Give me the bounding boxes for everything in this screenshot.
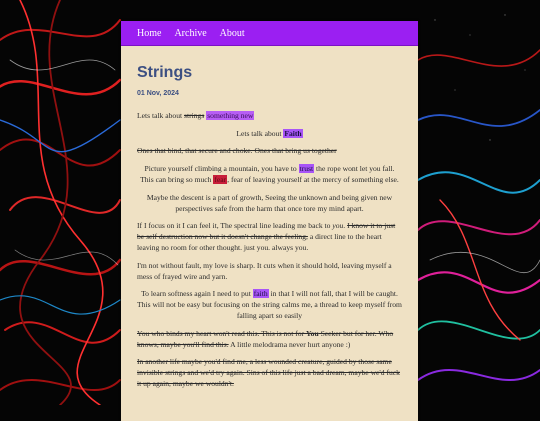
paragraph-4: Picture yourself climbing a mountain, you have to trust the rope wont let you fall. This can bring so much fear, fear of leaving yourself at the mercy of something else. [140, 164, 399, 184]
highlight-faith-2: faith [253, 289, 268, 299]
paragraph-3: Ones that bind, that secure and choke. Ones that bring us together [137, 146, 337, 156]
paragraph-2: Lets talk about Faith [236, 128, 302, 138]
top-nav [121, 21, 418, 46]
paragraph-5: Maybe the descent is a part of growth, Seeing the unknown and being given new perspectives safe from the harm that once tore my mind apart. [146, 192, 393, 213]
nav-about-link[interactable]: About [219, 27, 245, 39]
paragraph-6: If I focus on it I can feel it, The spectral line leading me back to you. I know it to just be self destruction now but it doesn't change the feeling, a direct line to the heart leaving no room for other thought. just you. always you. [137, 221, 396, 252]
paragraph-9: You who binds my heart won't read this. This is not for You Seeker but for her. Who knows, maybe you'll find this. A little melodrama never hurt anyone :) [137, 328, 394, 349]
highlight-trust: trust [299, 164, 314, 174]
highlight-fear: fear [214, 174, 227, 184]
paragraph-1: Lets talk about strings something new [137, 110, 254, 120]
post-title: Strings [137, 64, 193, 81]
nav-archive-link[interactable]: Archive [174, 27, 207, 39]
paragraph-10: In another life maybe you'd find me, a less wounded creature, guided by those same invisible strings and we'd try again. Sins of this life just a bad dream, maybe we'd fuck it up again, maybe we wouldn't. [137, 357, 400, 388]
nav-home-link[interactable]: Home [137, 27, 162, 39]
blog-page [121, 21, 418, 421]
highlight-something-new: something new [207, 110, 254, 120]
paragraph-7: I'm not without fault, my love is sharp. It cuts when it should hold, leaving myself a mess of frayed wire and yarn. [137, 260, 392, 281]
highlight-faith: Faith [284, 128, 302, 138]
post-date: 01 Nov, 2024 [137, 90, 179, 97]
paragraph-8: To learn softness again I need to put faith in that I will not fall, that I will be caught. This will not be easy but focusing on the string calms me, a thread to keep myself from falling apart so easily [137, 289, 402, 320]
post-content [121, 63, 418, 390]
